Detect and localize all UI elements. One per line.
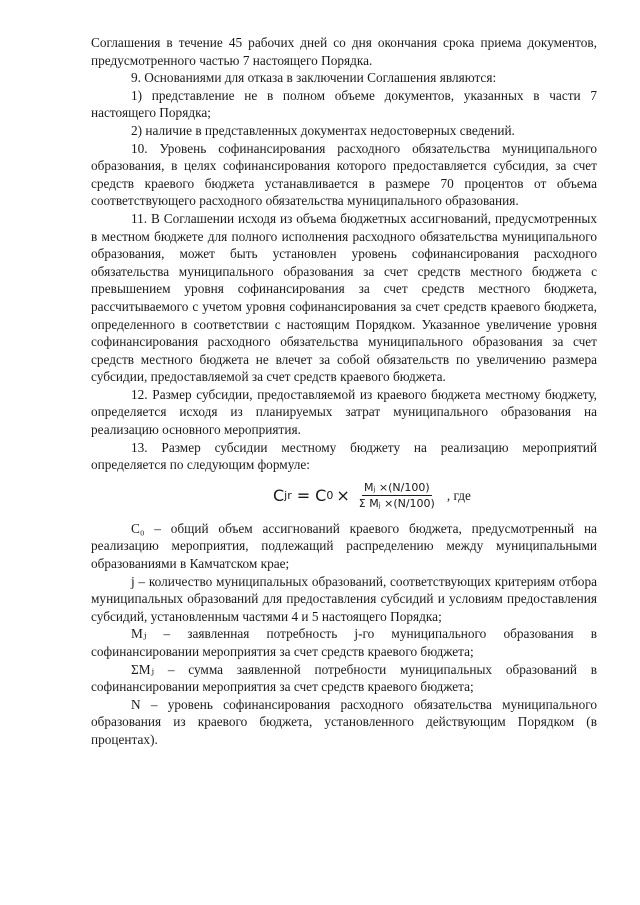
paragraph: Соглашения в течение 45 рабочих дней со дня окончания срока приема документов, предусмотренного частью 7 настоящего Порядка. bbox=[91, 35, 597, 68]
paragraph: 10. Уровень софинансирования расходного обязательства муниципального образования, в целях софинансирования которого предоставляется субсидия, за счет средств краевого бюджета устанавливается в размере 70 процентов от объема соответствующего расходного обязательства муниципального образования. bbox=[91, 140, 597, 209]
paragraph: ΣMⱼ – сумма заявленной потребности муниципальных образований в софинансировании мероприятия за счет средств краевого бюджета; bbox=[91, 661, 597, 695]
paragraph: 13. Размер субсидии местному бюджету на реализацию мероприятий определяется по следующим формуле: bbox=[91, 439, 597, 473]
paragraph: 12. Размер субсидии, предоставляемой из краевого бюджета местному бюджету, определяется исходя из планируемых затрат муниципального образования на реализацию основного мероприятия. bbox=[91, 386, 597, 438]
subsidy-formula bbox=[91, 474, 597, 520]
formula-lhs-subscript: jr bbox=[284, 489, 292, 503]
paragraph: 11. В Соглашении исходя из объема бюджетных ассигнований, предусмотренных в местном бюджете для полного исполнения расходного обязательства муниципального образования, может быть установлен уровень софинансирования расходного обязательства муниципального образования за счет средств местного бюджета с превышением уровня софинансирования за счет средств местного бюджета, рассчитываемого с учетом уровня софинансирования за счет средств краевого бюджета, определенного в соответствии с настоящим Порядком. Указанное увеличение уровня софинансирования расходного обязательства муниципального образования за счет средств местного бюджета не влечет за собой обязательств по увеличению размера субсидии, предоставляемой за счет средств краевого бюджета. bbox=[91, 210, 597, 385]
formula-denominator: Σ Mⱼ ×(N/100) bbox=[358, 497, 435, 511]
formula-fraction bbox=[357, 480, 437, 511]
paragraph: j – количество муниципальных образований, соответствующих критериям отбора муниципальных образований для предоставления субсидий и условиям предоставления субсидий, установленным частями 4 и 5 настоящего Порядка; bbox=[91, 573, 597, 624]
paragraph: 2) наличие в представленных документах недостоверных сведений. bbox=[131, 122, 515, 138]
paragraph: Mⱼ – заявленная потребность j-го муниципального образования в софинансировании мероприятия за счет средств краевого бюджета; bbox=[91, 626, 597, 659]
formula-numerator: Mⱼ ×(N/100) bbox=[363, 481, 430, 495]
document-body bbox=[91, 34, 597, 749]
formula-equals: = bbox=[296, 486, 311, 506]
formula-expression bbox=[273, 476, 471, 516]
paragraph: 9. Основаниями для отказа в заключении Соглашения являются: bbox=[131, 70, 497, 86]
paragraph: C₀ – общий объем ассигнований краевого бюджета, предусмотренный на реализацию мероприятия, подлежащий распределению между муниципальными образованиями в Камчатском крае; bbox=[91, 520, 597, 572]
formula-c0: C bbox=[315, 486, 327, 506]
paragraph: N – уровень софинансирования расходного обязательства муниципального образования из краевого бюджета, установленного действующим Порядком (в процентах). bbox=[91, 696, 597, 747]
paragraph: 1) представление не в полном объеме документов, указанных в части 7 настоящего Порядка; bbox=[91, 87, 597, 121]
formula-c0-subscript: 0 bbox=[326, 489, 334, 503]
formula-lhs: C bbox=[273, 486, 285, 506]
formula-tail: , где bbox=[446, 488, 471, 504]
formula-times: × bbox=[336, 486, 350, 506]
